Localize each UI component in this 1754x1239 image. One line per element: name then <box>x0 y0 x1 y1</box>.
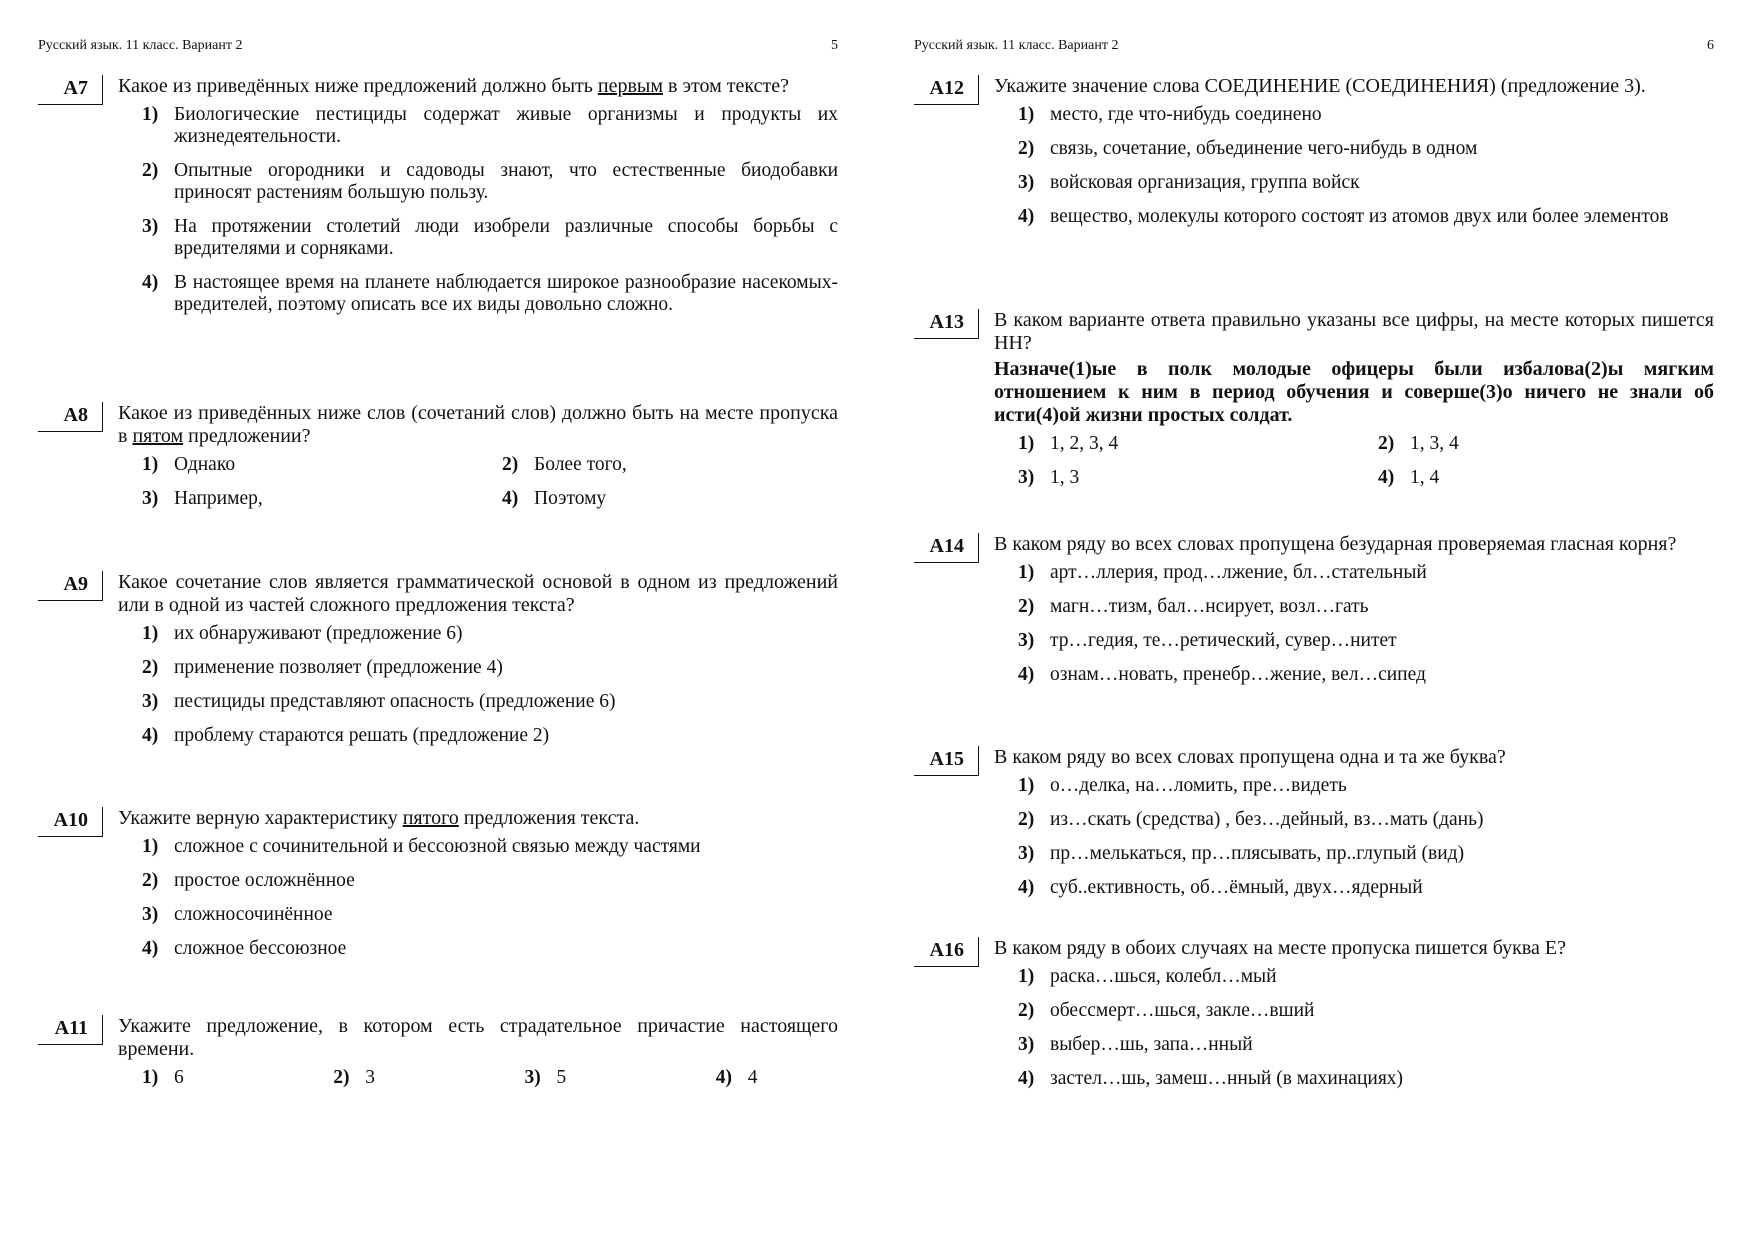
answer-option[interactable]: 4) сложное бессоюзное <box>142 938 347 959</box>
question-label: А8 <box>38 402 103 432</box>
page-number: 6 <box>1707 38 1714 53</box>
question-a14 <box>914 533 1714 698</box>
answer-option[interactable]: 4) суб..ективность, об…ёмный, двух…ядерный <box>1018 877 1423 898</box>
answer-option[interactable]: 1) место, где что-нибудь соединено <box>1018 104 1322 125</box>
question-a8 <box>38 402 838 522</box>
left-page <box>38 0 838 1239</box>
right-page <box>914 0 1714 1239</box>
answer-option[interactable]: 3) сложносочинённое <box>142 904 333 925</box>
answer-option[interactable]: 2) применение позволяет (предложение 4) <box>142 657 503 678</box>
question-a10 <box>38 807 838 972</box>
answer-option[interactable]: 2) магн…тизм, бал…нсирует, возл…гать <box>1018 596 1369 617</box>
question-a13 <box>914 309 1714 501</box>
question-a15 <box>914 746 1714 911</box>
question-text: В каком ряду в обоих случаях на месте пропуска пишется буква Е? <box>994 937 1567 959</box>
answer-option[interactable]: 4) вещество, молекулы которого состоят из атомов двух или более элементов <box>1018 206 1669 227</box>
answer-option[interactable]: 3) пестициды представляют опасность (предложение 6) <box>142 691 616 712</box>
answer-option[interactable]: 1) о…делка, на…ломить, пре…видеть <box>1018 775 1347 796</box>
answer-option[interactable]: 4) ознам…новать, пренебр…жение, вел…сипед <box>1018 664 1426 685</box>
answer-option[interactable]: 2) простое осложнённое <box>142 870 355 891</box>
answer-option[interactable]: 3) 5 <box>524 1067 567 1088</box>
answer-option[interactable]: 1) Однако <box>142 454 236 475</box>
answer-option[interactable]: 3) тр…гедия, те…ретический, сувер…нитет <box>1018 630 1397 651</box>
answer-option[interactable]: 2) 1, 3, 4 <box>1378 433 1459 454</box>
answer-option[interactable]: 3) пр…мелькаться, пр…плясывать, пр..глупый (вид) <box>1018 843 1465 864</box>
question-label: А16 <box>914 937 979 967</box>
question-text: В каком ряду во всех словах пропущена одна и та же буква? <box>994 746 1506 768</box>
answer-option[interactable]: 1) Биологические пестициды содержат живые организмы и продукты их жизнедеятельности. <box>142 104 838 147</box>
answer-option[interactable]: 4) 4 <box>715 1067 758 1088</box>
answer-option[interactable]: 1) раска…шься, колебл…мый <box>1018 966 1277 987</box>
question-text: Какое из приведённых ниже предложений должно быть первым в этом тексте? <box>118 75 789 97</box>
answer-option[interactable]: 3) Например, <box>142 488 263 509</box>
question-text: В каком варианте ответа правильно указаны все цифры, на месте которых пишется НН? <box>994 309 1714 354</box>
answer-option[interactable]: 4) В настоящее время на планете наблюдается широкое разнообразие насекомых-вредителей, поэтому описать все их виды довольно сложно. <box>142 272 838 315</box>
answer-option[interactable]: 3) На протяжении столетий люди изобрели различные способы борьбы с вредителями и сорняками. <box>142 216 838 259</box>
question-sentence: Назначе(1)ые в полк молодые офицеры были избалова(2)ы мягким отношением к ним в период обучения и соверше(3)о ничего не знали об исти(4)ой жизни простых солдат. <box>994 358 1714 426</box>
answer-option[interactable]: 2) 3 <box>333 1067 376 1088</box>
question-label: А15 <box>914 746 979 776</box>
question-a11 <box>38 1015 838 1101</box>
answer-option[interactable]: 1) сложное с сочинительной и бессоюзной связью между частями <box>142 836 701 857</box>
answer-option[interactable]: 1) 1, 2, 3, 4 <box>1018 433 1119 454</box>
answer-option[interactable]: 2) Опытные огородники и садоводы знают, что естественные биодобавки приносят растениям большую пользу. <box>142 160 838 203</box>
question-label: А11 <box>38 1015 103 1045</box>
answer-option[interactable]: 2) из…скать (средства) , без…дейный, вз…мать (дань) <box>1018 809 1484 830</box>
answer-option[interactable]: 3) войсковая организация, группа войск <box>1018 172 1360 193</box>
question-label: А7 <box>38 75 103 105</box>
question-text: Укажите верную характеристику пятого предложения текста. <box>118 807 640 829</box>
answer-option[interactable]: 2) связь, сочетание, объединение чего-нибудь в одном <box>1018 138 1478 159</box>
question-a16 <box>914 937 1714 1102</box>
question-a7 <box>38 75 838 328</box>
answer-option[interactable]: 1) их обнаруживают (предложение 6) <box>142 623 463 644</box>
question-a12 <box>914 75 1714 240</box>
question-label: А14 <box>914 533 979 563</box>
question-text: Какое из приведённых ниже слов (сочетаний слов) должно быть на месте пропуска в пятом предложении? <box>118 402 838 447</box>
header-title: Русский язык. 11 класс. Вариант 2 <box>914 38 1119 53</box>
answer-option[interactable]: 1) 6 <box>142 1067 184 1088</box>
header-title: Русский язык. 11 класс. Вариант 2 <box>38 38 243 53</box>
question-label: А12 <box>914 75 979 105</box>
answer-option[interactable]: 3) 1, 3 <box>1018 467 1080 488</box>
question-text: Укажите значение слова СОЕДИНЕНИЕ (СОЕДИНЕНИЯ) (предложение 3). <box>994 75 1646 97</box>
question-label: А10 <box>38 807 103 837</box>
answer-option[interactable]: 4) застел…шь, замеш…нный (в махинациях) <box>1018 1068 1404 1089</box>
answer-option[interactable]: 4) 1, 4 <box>1378 467 1440 488</box>
question-a9 <box>38 571 838 759</box>
page-header <box>914 38 1714 58</box>
answer-option[interactable]: 4) Поэтому <box>502 488 607 509</box>
question-label: А13 <box>914 309 979 339</box>
question-label: А9 <box>38 571 103 601</box>
answer-option[interactable]: 2) Более того, <box>502 454 627 475</box>
answer-option[interactable]: 4) проблему стараются решать (предложение 2) <box>142 725 550 746</box>
answer-option[interactable]: 3) выбер…шь, запа…нный <box>1018 1034 1253 1055</box>
question-text: В каком ряду во всех словах пропущена безударная проверяемая гласная корня? <box>994 533 1677 555</box>
answer-option[interactable]: 1) арт…ллерия, прод…лжение, бл…стательный <box>1018 562 1427 583</box>
page-header <box>38 38 838 58</box>
question-text: Укажите предложение, в котором есть страдательное причастие настоящего времени. <box>118 1015 838 1060</box>
answer-option[interactable]: 2) обессмерт…шься, закле…вший <box>1018 1000 1315 1021</box>
page-number: 5 <box>831 38 838 53</box>
question-text: Какое сочетание слов является грамматической основой в одном из предложений или в одной из частей сложного предложения текста? <box>118 571 838 616</box>
